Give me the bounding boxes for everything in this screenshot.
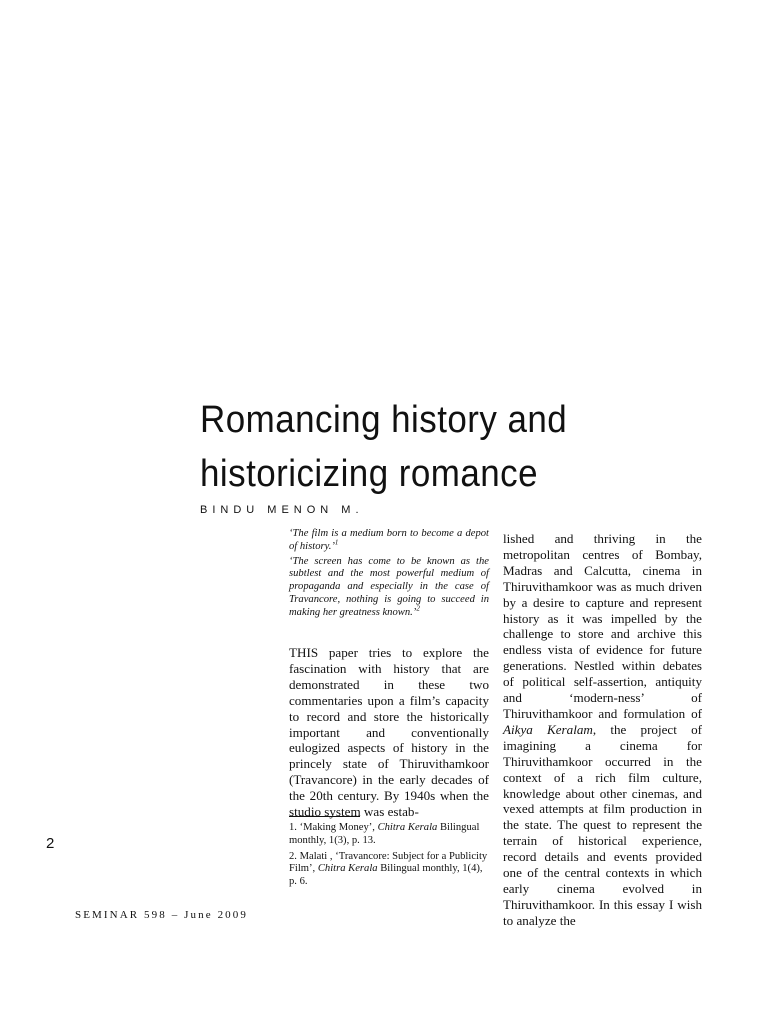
epigraphs xyxy=(289,528,489,622)
footnotes xyxy=(289,822,489,892)
footnote-ref-2: 2 xyxy=(416,604,420,613)
body-paragraph-left: THIS paper tries to explore the fascination with history that are demonstrated in these two commentaries upon a film’s capacity to record and store the historically important and conventionally eulogized aspects of history in the princely state of Thiruvithamkoor (Travancore) in the early decades of the 20th century. By 1940s when the studio system was estab- xyxy=(289,645,489,820)
epigraph-2: ‘The screen has come to be known as the subtlest and the most powerful medium of propaganda and especially in the case of Travancore, nothing is going to succeed in making her greatness known.’$^2$ xyxy=(289,555,489,618)
author-byline: BINDU MENON M. xyxy=(200,504,364,516)
italic-term: Aikya Keralam xyxy=(503,721,593,737)
footnote-divider xyxy=(289,816,360,817)
footnote-1: 1. ‘Making Money’, Chitra Kerala Bilingual monthly, 1(3), p. 13. xyxy=(289,822,480,846)
page-number: 2 xyxy=(46,835,55,852)
article-title-line-2: historicizing romance xyxy=(200,453,539,495)
article-title-line-1: Romancing history and xyxy=(200,399,568,441)
footnote-ref-1: 1 xyxy=(334,538,339,547)
epigraph-1: ‘The film is a medium born to become a depot of history.’$^1$ xyxy=(289,528,489,552)
body-column-right xyxy=(503,531,702,929)
running-footer: SEMINAR 598 – June 2009 xyxy=(75,909,248,921)
body-paragraph-right: lished and thriving in the metropolitan centres of Bombay, Madras and Calcutta, cinema in Thiruvithamkoor was as much driven by a desire to capture and represent history as it was impelled by the challenge to store and archive this endless vista of evidence for future generations. Nestled within debates of political self-assertion, antiquity and ‘modern-ness’ of Thiruvithamkoor and formulation of Aikya Keralam, the project of imagining a cinema for Thiruvithamkoor occurred in the context of a rich film culture, knowledge about other cinemas, and vexed attempts at film production in the state. The quest to represent the terrain of historical experience, record details and events provided one of the central contexts in which early cinema evolved in Thiruvithamkoor. In this essay I wish to analyze the xyxy=(503,531,702,928)
article-title xyxy=(200,393,567,501)
body-column-left xyxy=(289,645,489,820)
footnote-2: 2. Malati , ‘Travancore: Subject for a Publicity Film’, Chitra Kerala Bilingual monthly, 1(4), p. 6. xyxy=(289,850,488,888)
